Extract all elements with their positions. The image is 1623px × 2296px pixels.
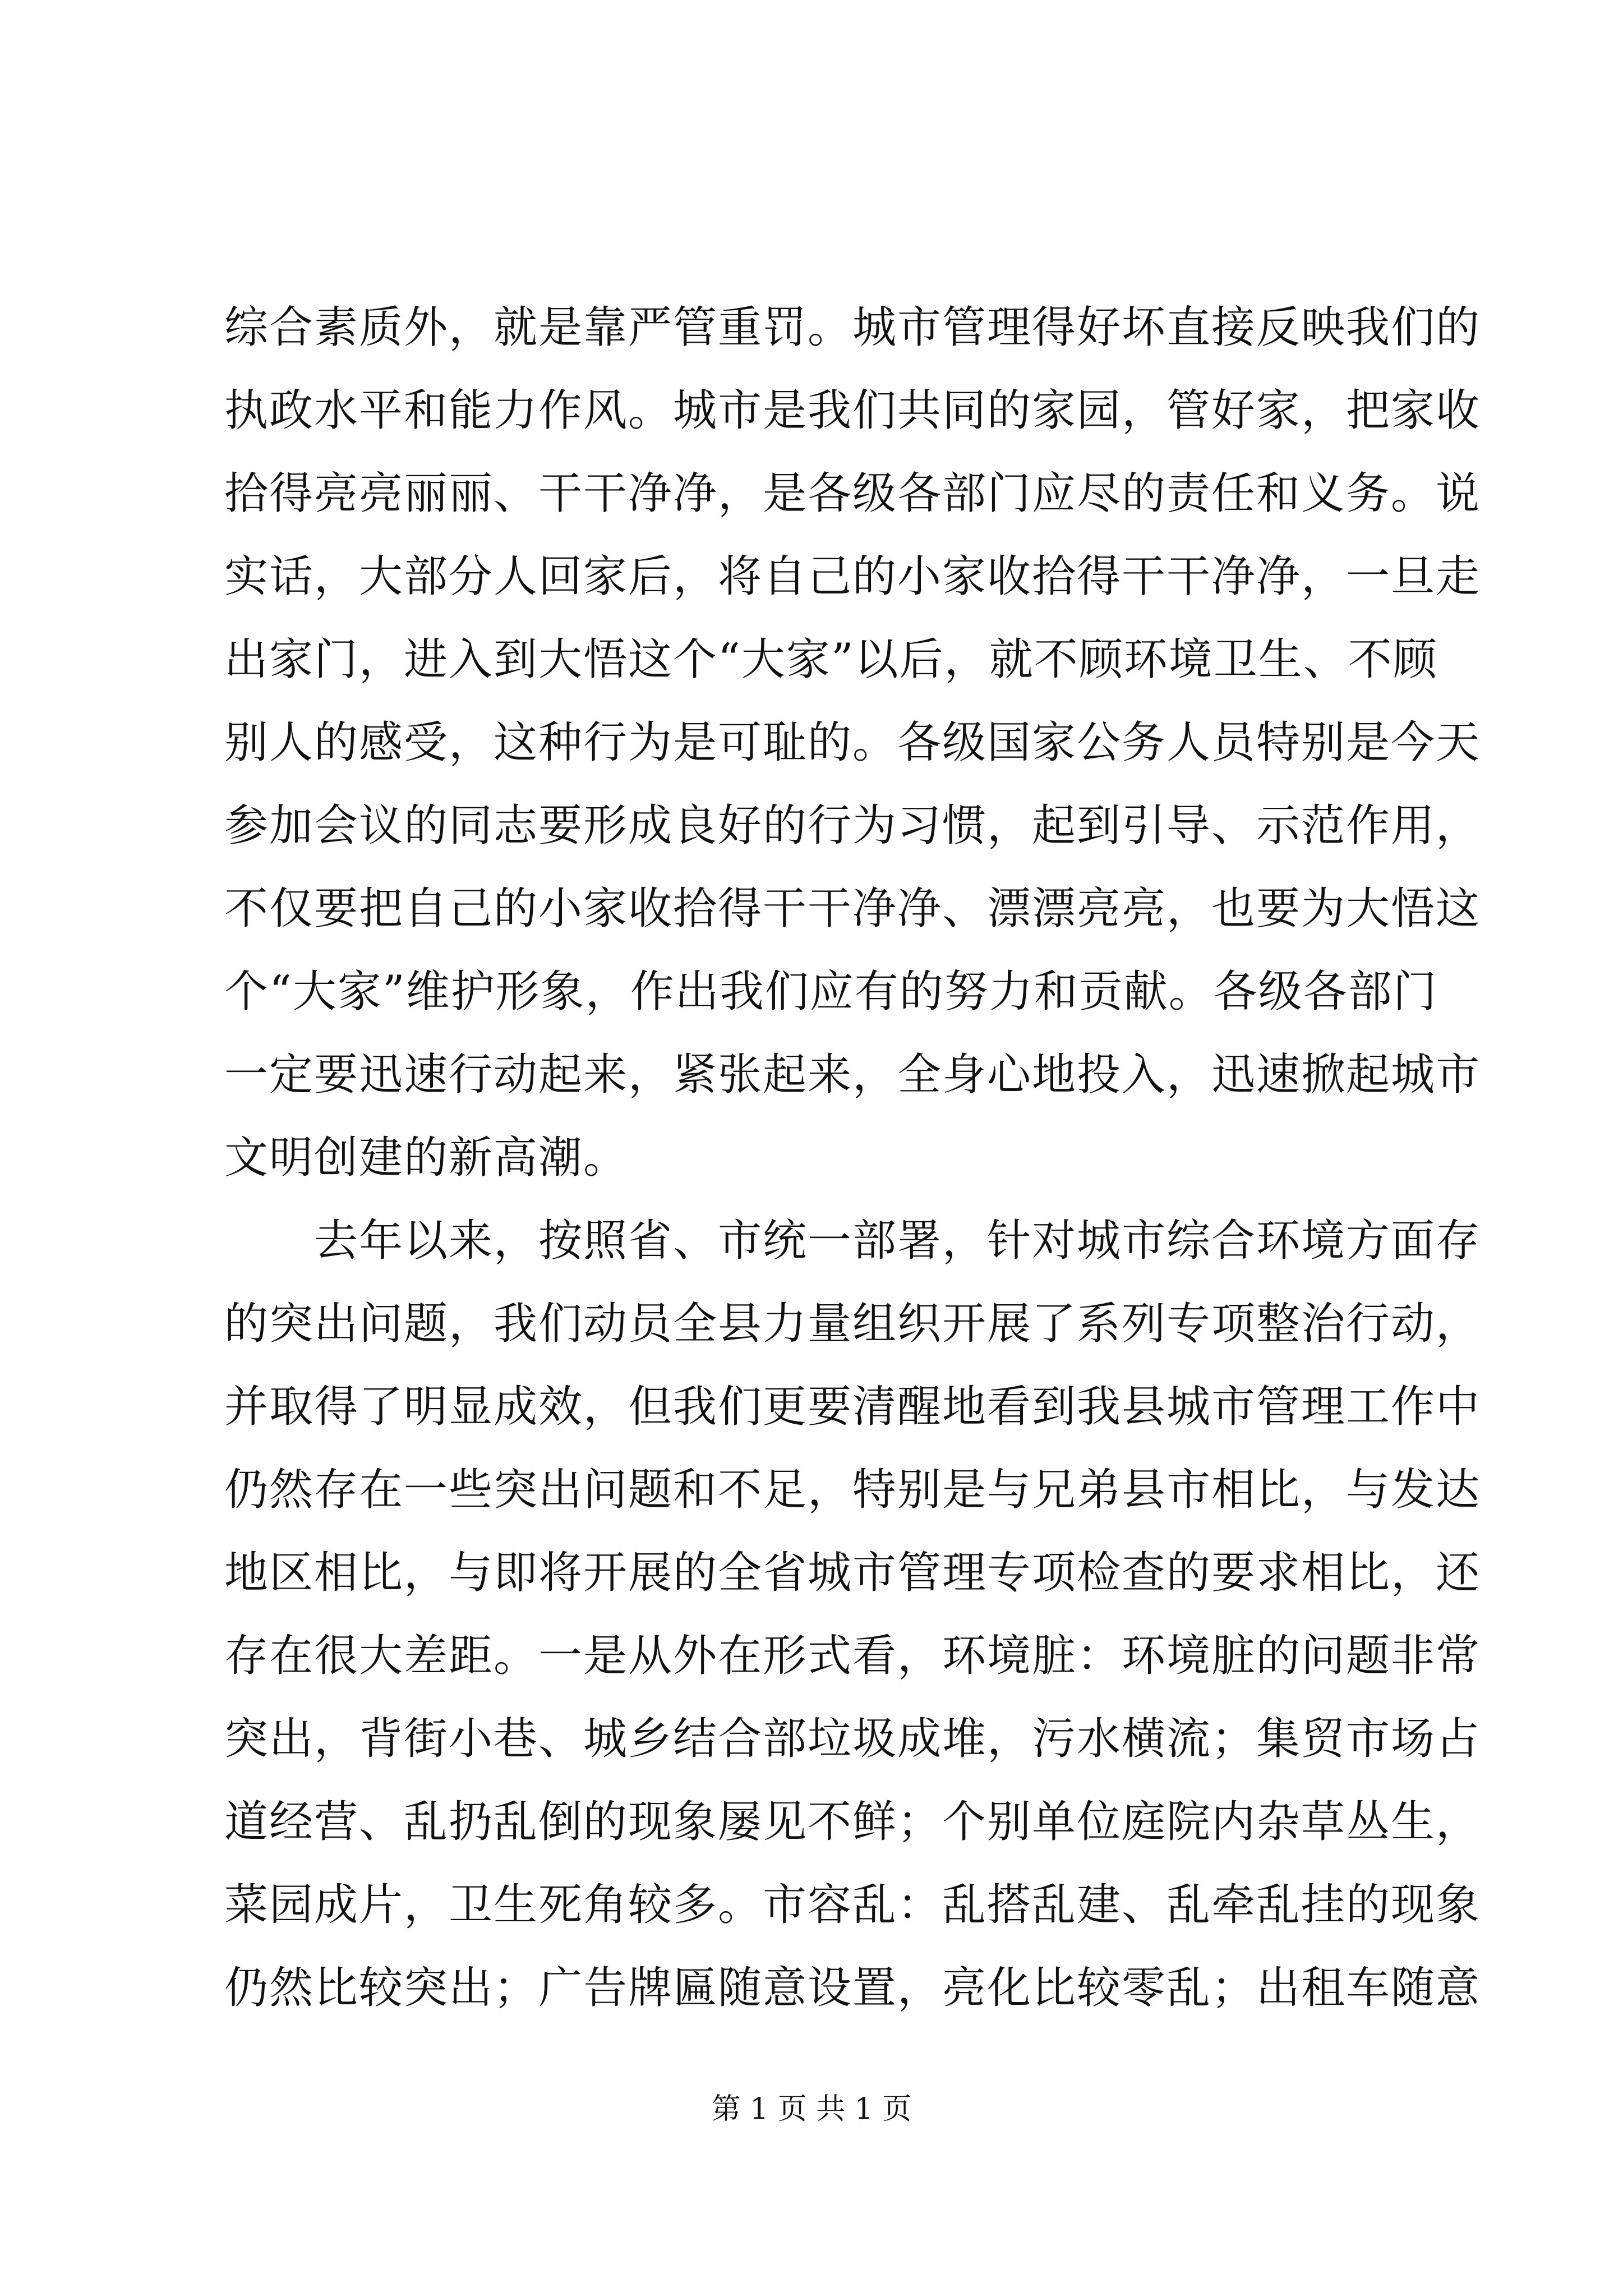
text-line: 去年以来，按照省、市统一部署，针对城市综合环境方面存 — [224, 1216, 1481, 1266]
paragraph-1 — [224, 286, 1481, 1199]
text-line: 菜园成片，卫生死角较多。市容乱：乱搭乱建、乱牵乱挂的现象 — [224, 1880, 1481, 1930]
text-line: 突出，背街小巷、城乡结合部垃圾成堆，污水横流；集贸市场占 — [224, 1714, 1481, 1764]
text-line: 道经营、乱扔乱倒的现象屡见不鲜；个别单位庭院内杂草丛生， — [224, 1797, 1481, 1847]
text-line: 仍然比较突出；广告牌匾随意设置，亮化比较零乱；出租车随意 — [224, 1963, 1481, 2013]
text-line: 一定要迅速行动起来，紧张起来，全身心地投入，迅速掀起城市 — [224, 1050, 1481, 1100]
text-line: 个“大家”维护形象，作出我们应有的努力和贡献。各级各部门 — [224, 967, 1438, 1017]
document-body — [224, 286, 1481, 2030]
text-line: 拾得亮亮丽丽、干干净净，是各级各部门应尽的责任和义务。说 — [224, 468, 1481, 519]
text-line: 参加会议的同志要形成良好的行为习惯，起到引导、示范作用， — [224, 800, 1481, 851]
text-line: 的突出问题，我们动员全县力量组织开展了系列专项整治行动， — [224, 1299, 1481, 1349]
text-line: 地区相比，与即将开展的全省城市管理专项检查的要求相比，还 — [224, 1548, 1481, 1598]
text-line: 文明创建的新高潮。 — [224, 1133, 629, 1183]
text-line: 别人的感受，这种行为是可耻的。各级国家公务人员特别是今天 — [224, 717, 1481, 768]
text-line: 存在很大差距。一是从外在形式看，环境脏：环境脏的问题非常 — [224, 1631, 1481, 1681]
page-number: 第 1 页 共 1 页 — [711, 2092, 912, 2126]
text-line: 实话，大部分人回家后，将自己的小家收拾得干干净净，一旦走 — [224, 551, 1481, 602]
text-line: 出家门，进入到大悟这个“大家”以后，就不顾环境卫生、不顾 — [224, 634, 1438, 685]
text-line: 并取得了明显成效，但我们更要清醒地看到我县城市管理工作中 — [224, 1382, 1481, 1432]
page-footer — [0, 2090, 1623, 2129]
paragraph-2 — [224, 1199, 1481, 2030]
text-line: 仍然存在一些突出问题和不足，特别是与兄弟县市相比，与发达 — [224, 1465, 1481, 1515]
text-line: 执政水平和能力作风。城市是我们共同的家园，管好家，把家收 — [224, 385, 1481, 436]
text-line: 综合素质外，就是靠严管重罚。城市管理得好坏直接反映我们的 — [224, 302, 1481, 353]
text-line: 不仅要把自己的小家收拾得干干净净、漂漂亮亮，也要为大悟这 — [224, 884, 1481, 934]
